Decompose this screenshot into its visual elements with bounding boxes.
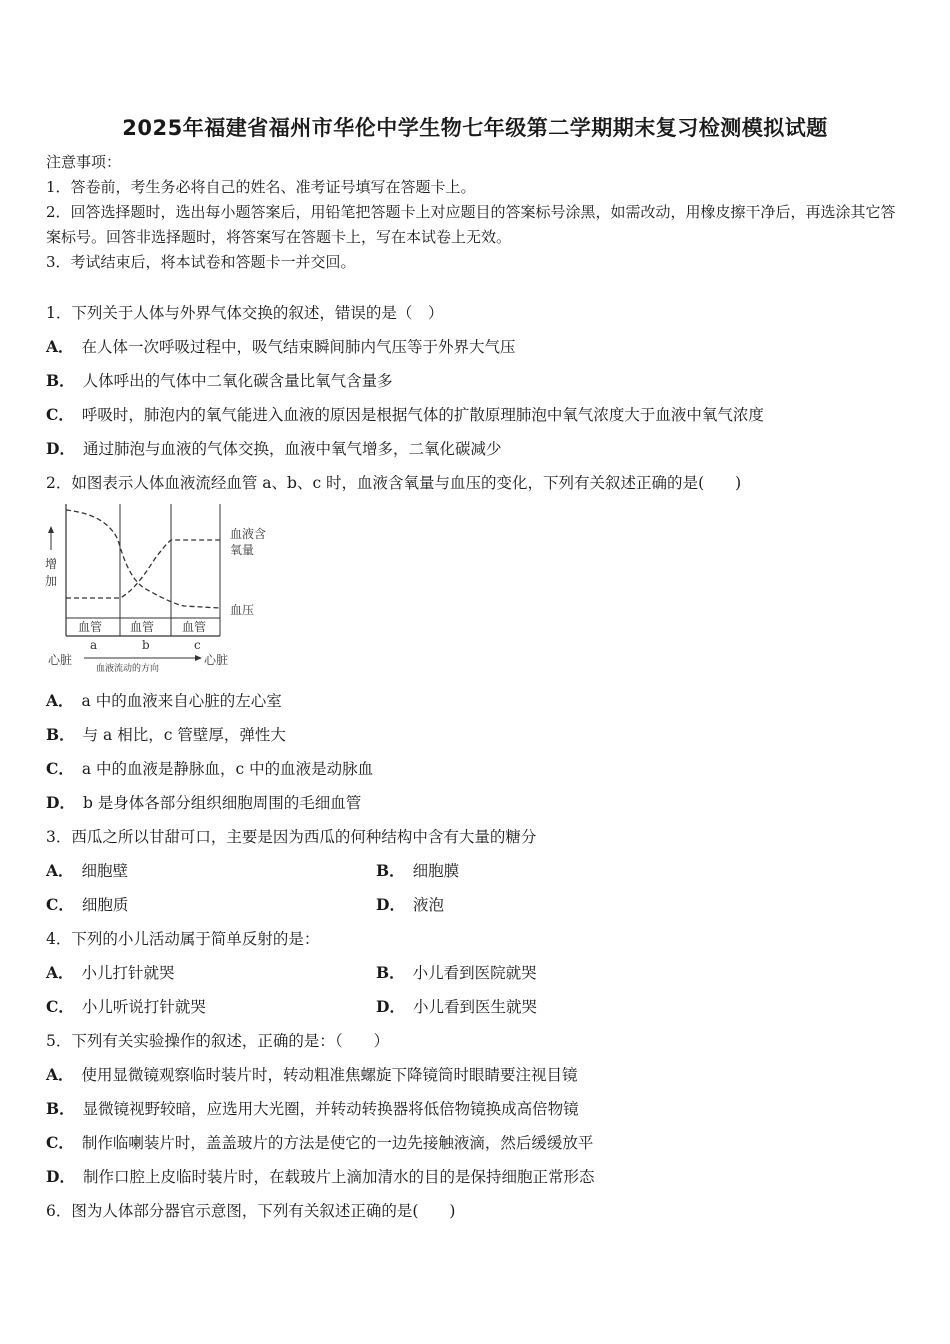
vessel-letter-a: a xyxy=(90,638,98,652)
option-label: B． xyxy=(46,371,75,390)
question-2-option-c[interactable] xyxy=(46,757,373,779)
option-text: 制作临喇装片时，盖盖玻片的方法是使它的一边先接触液滴，然后缓缓放平 xyxy=(81,1134,594,1152)
option-label: D． xyxy=(376,895,405,914)
option-text: 细胞质 xyxy=(81,896,129,914)
y-axis-label-2: 加 xyxy=(45,574,58,588)
blood-vessel-diagram xyxy=(44,500,294,675)
vessel-label-c: 血管 xyxy=(182,620,207,634)
question-2-option-b[interactable] xyxy=(46,723,286,745)
question-3-option-b[interactable] xyxy=(376,859,459,881)
question-2-option-d[interactable] xyxy=(46,791,361,813)
question-5-option-d[interactable] xyxy=(46,1165,594,1187)
oxygen-curve xyxy=(66,540,220,598)
option-label: A． xyxy=(46,691,74,710)
question-2-stem: 2．如图表示人体血液流经血管 a、b、c 时，血液含氧量与血压的变化，下列有关叙述正确的是( ) xyxy=(46,474,742,492)
option-text: 通过肺泡与血液的气体交换，血液中氧气增多，二氧化碳减少 xyxy=(82,440,502,458)
flow-label: 血液流动的方向 xyxy=(96,664,160,674)
question-3-option-d[interactable] xyxy=(376,893,444,915)
notice-item: 1．答卷前，考生务必将自己的姓名、准考证号填写在答题卡上。 xyxy=(46,178,476,196)
pressure-label: 血压 xyxy=(230,603,255,617)
question-5-option-c[interactable] xyxy=(46,1131,593,1153)
question-4-option-c[interactable] xyxy=(46,995,206,1017)
notice-item: 2．回答选择题时，选出每小题答案后，用铅笔把答题卡上对应题目的答案标号涂黑，如需改动，用橡皮擦干净后，再选涂其它答案标号。回答非选择题时，将答案写在答题卡上，写在本试卷上无效。 xyxy=(46,203,896,246)
option-text: a 中的血液来自心脏的左心室 xyxy=(81,692,282,710)
vessel-label-a: 血管 xyxy=(78,620,103,634)
question-5-stem: 5．下列有关实验操作的叙述，正确的是：（ ） xyxy=(46,1032,390,1050)
question-1-option-c[interactable] xyxy=(46,403,764,425)
option-label: D． xyxy=(46,793,75,812)
question-2-option-a[interactable] xyxy=(46,689,282,711)
blood-pressure-curve xyxy=(66,510,220,608)
option-label: A． xyxy=(46,337,74,356)
option-text: 液泡 xyxy=(412,896,444,914)
question-1-option-b[interactable] xyxy=(46,369,393,391)
option-text: 小儿看到医生就哭 xyxy=(412,998,537,1016)
option-text: 人体呼出的气体中二氧化碳含量比氧气含量多 xyxy=(82,372,393,390)
notice-item: 3．考试结束后，将本试卷和答题卡一并交回。 xyxy=(46,253,356,271)
option-label: D． xyxy=(376,997,405,1016)
option-label: B． xyxy=(376,963,405,982)
question-3-option-a[interactable] xyxy=(46,859,128,881)
option-text: b 是身体各部分组织细胞周围的毛细血管 xyxy=(82,794,362,812)
option-label: D． xyxy=(46,439,75,458)
page-title: 2025年福建省福州市华伦中学生物七年级第二学期期末复习检测模拟试题 xyxy=(122,116,828,140)
option-label: B． xyxy=(46,1099,75,1118)
option-text: 制作口腔上皮临时装片时，在载玻片上滴加清水的目的是保持细胞正常形态 xyxy=(82,1168,595,1186)
option-text: 小儿打针就哭 xyxy=(81,964,175,982)
question-1-option-d[interactable] xyxy=(46,437,501,459)
option-label: C． xyxy=(46,1133,74,1152)
vessel-label-b: 血管 xyxy=(130,620,155,634)
option-text: 细胞膜 xyxy=(412,862,460,880)
option-label: A． xyxy=(46,1065,74,1084)
question-1-stem: 1．下列关于人体与外界气体交换的叙述，错误的是（ ） xyxy=(46,304,444,322)
option-label: C． xyxy=(46,895,74,914)
question-5-option-a[interactable] xyxy=(46,1063,578,1085)
option-text: 与 a 相比，c 管壁厚，弹性大 xyxy=(82,726,286,744)
option-label: D． xyxy=(46,1167,75,1186)
option-text: 显微镜视野较暗，应选用大光圈，并转动转换器将低倍物镜换成高倍物镜 xyxy=(82,1100,579,1118)
option-text: 在人体一次呼吸过程中，吸气结束瞬间肺内气压等于外界大气压 xyxy=(81,338,516,356)
option-label: B． xyxy=(46,725,75,744)
option-text: 呼吸时，肺泡内的氧气能进入血液的原因是根据气体的扩散原理肺泡中氧气浓度大于血液中氧气浓度 xyxy=(81,406,764,424)
vessel-letter-c: c xyxy=(194,638,201,652)
option-label: B． xyxy=(376,861,405,880)
option-text: 小儿看到医院就哭 xyxy=(412,964,537,982)
notice-section xyxy=(46,150,906,275)
heart-left-label: 心脏 xyxy=(48,653,73,667)
question-5-option-b[interactable] xyxy=(46,1097,579,1119)
option-label: C． xyxy=(46,405,74,424)
vessel-letter-b: b xyxy=(142,638,150,652)
option-text: 使用显微镜观察临时装片时，转动粗准焦螺旋下降镜筒时眼睛要注视目镜 xyxy=(81,1066,578,1084)
question-4-option-d[interactable] xyxy=(376,995,537,1017)
option-text: 小儿听说打针就哭 xyxy=(81,998,206,1016)
flow-arrow-head-icon xyxy=(195,655,202,661)
option-label: A． xyxy=(46,861,74,880)
option-label: C． xyxy=(46,997,74,1016)
question-4-stem: 4．下列的小儿活动属于简单反射的是： xyxy=(46,930,320,948)
question-6-stem: 6．图为人体部分器官示意图，下列有关叙述正确的是( ) xyxy=(46,1202,456,1220)
question-3-stem: 3．西瓜之所以甘甜可口，主要是因为西瓜的何种结构中含有大量的糖分 xyxy=(46,828,537,846)
question-4-option-a[interactable] xyxy=(46,961,175,983)
question-3-option-c[interactable] xyxy=(46,893,128,915)
question-1-option-a[interactable] xyxy=(46,335,516,357)
heart-right-label: 心脏 xyxy=(204,653,229,667)
oxygen-label-2: 氧量 xyxy=(230,543,255,557)
y-axis-label-1: 增 xyxy=(45,557,58,571)
notice-heading: 注意事项： xyxy=(46,153,122,171)
option-text: 细胞壁 xyxy=(81,862,129,880)
question-4-option-b[interactable] xyxy=(376,961,537,983)
option-label: C． xyxy=(46,759,74,778)
option-text: a 中的血液是静脉血，c 中的血液是动脉血 xyxy=(81,760,374,778)
oxygen-label-1: 血液含 xyxy=(230,527,267,541)
blood-vessel-figure xyxy=(44,500,294,675)
option-label: A． xyxy=(46,963,74,982)
arrow-head-icon xyxy=(48,526,54,533)
